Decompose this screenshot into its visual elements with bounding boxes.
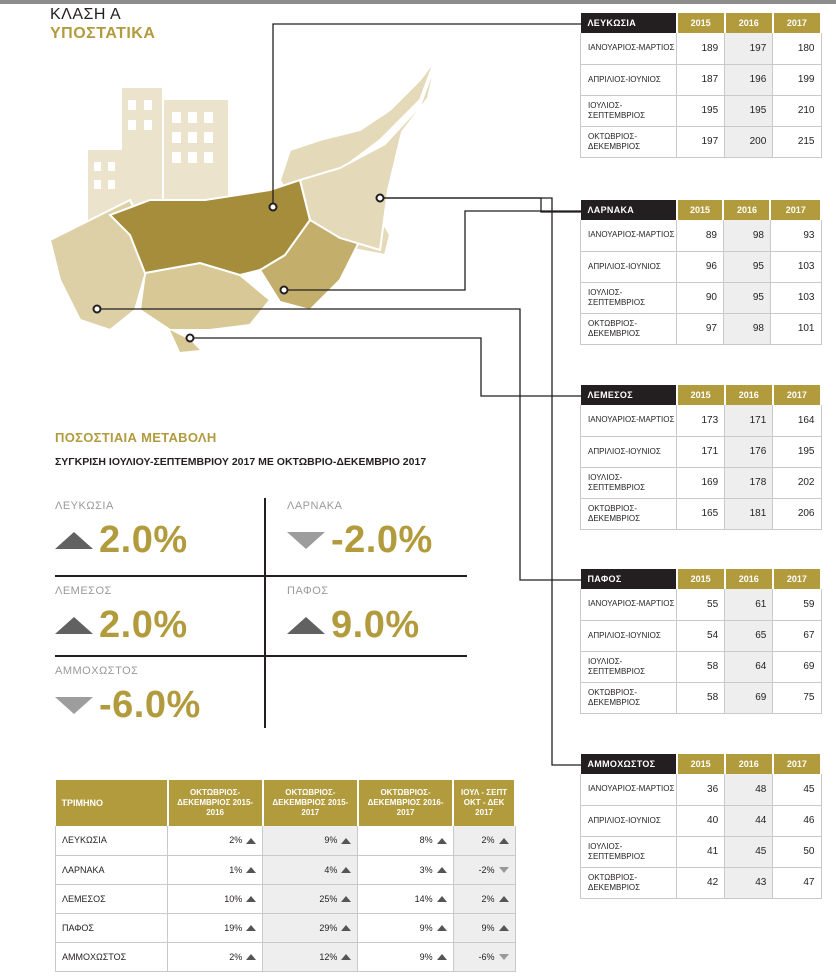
value-cell: 96 — [677, 251, 724, 282]
period-label: ΟΚΤΩΒΡΙΟΣ-ΔΕΚΕΜΒΡΙΟΣ — [581, 126, 677, 157]
value-cell: 45 — [773, 774, 821, 805]
value-cell: 42 — [677, 867, 725, 898]
triangle-down-icon — [287, 532, 325, 549]
value-cell: 176 — [725, 436, 773, 467]
table-paphos — [580, 569, 822, 714]
period-label: ΙΟΥΛΙΟΣ-ΣΕΠΤΕΜΒΡΙΟΣ — [581, 836, 677, 867]
summary-value: 2% — [229, 951, 243, 962]
change-limassol — [55, 585, 255, 645]
triangle-up-icon — [341, 954, 351, 960]
table-row — [581, 867, 822, 898]
value-cell: 178 — [725, 467, 773, 498]
value-cell: 90 — [677, 282, 724, 313]
table-row — [581, 313, 822, 344]
table-row — [581, 251, 822, 282]
change-value: 2.0% — [99, 604, 188, 646]
value-cell: 93 — [770, 220, 821, 251]
table-row — [581, 467, 822, 498]
page-subtitle: ΥΠΟΣΤΑΤΙΚΑ — [50, 25, 156, 42]
value-cell: 47 — [773, 867, 821, 898]
table-row — [581, 282, 822, 313]
period-label: ΑΠΡΙΛΙΟΣ-ΙΟΥΝΙΟΣ — [581, 436, 677, 467]
marker-famagusta — [377, 195, 384, 202]
summary-table — [55, 780, 516, 972]
table-row — [581, 126, 822, 157]
table-row — [581, 95, 822, 126]
summary-value: 4% — [324, 864, 338, 875]
period-label: ΑΠΡΙΛΙΟΣ-ΙΟΥΝΙΟΣ — [581, 251, 677, 282]
change-nicosia — [55, 500, 255, 560]
table-row — [56, 855, 516, 884]
period-label: ΙΑΝΟΥΑΡΙΟΣ-ΜΑΡΤΙΟΣ — [581, 589, 677, 620]
triangle-up-icon — [55, 617, 93, 634]
value-cell: 199 — [773, 64, 821, 95]
summary-row-label: ΛΕΜΕΣΟΣ — [56, 884, 168, 913]
summary-value: 3% — [419, 864, 433, 875]
triangle-up-icon — [341, 867, 351, 873]
value-cell: 98 — [723, 220, 770, 251]
period-label: ΟΚΤΩΒΡΙΟΣ-ΔΕΚΕΜΒΡΙΟΣ — [581, 313, 677, 344]
value-cell: 48 — [725, 774, 773, 805]
triangle-up-icon — [499, 896, 509, 902]
triangle-up-icon — [246, 838, 256, 844]
year-header: 2017 — [773, 13, 821, 33]
value-cell: 195 — [725, 95, 773, 126]
year-header: 2015 — [677, 13, 725, 33]
period-label: ΙΑΝΟΥΑΡΙΟΣ-ΜΑΡΤΙΟΣ — [581, 774, 677, 805]
triangle-down-icon — [499, 954, 509, 960]
value-cell: 55 — [677, 589, 725, 620]
triangle-down-icon — [499, 867, 509, 873]
value-cell: 65 — [725, 620, 773, 651]
triangle-up-icon — [246, 896, 256, 902]
table-row — [581, 651, 822, 682]
value-cell: 197 — [725, 33, 773, 64]
value-cell: 173 — [677, 405, 725, 436]
triangle-up-icon — [341, 838, 351, 844]
change-paphos — [287, 585, 487, 645]
summary-row-label: ΠΑΦΟΣ — [56, 913, 168, 942]
value-cell: 67 — [773, 620, 821, 651]
triangle-up-icon — [437, 838, 447, 844]
table-row — [56, 826, 516, 855]
summary-row-label: ΑΜΜΟΧΩΣΤΟΣ — [56, 942, 168, 971]
value-cell: 181 — [725, 498, 773, 529]
period-label: ΙΑΝΟΥΑΡΙΟΣ-ΜΑΡΤΙΟΣ — [581, 220, 677, 251]
value-cell: 95 — [723, 251, 770, 282]
year-header: 2015 — [677, 569, 725, 589]
period-label: ΑΠΡΙΛΙΟΣ-ΙΟΥΝΙΟΣ — [581, 64, 677, 95]
table-row — [581, 805, 822, 836]
period-label: ΙΟΥΛΙΟΣ-ΣΕΠΤΕΜΒΡΙΟΣ — [581, 651, 677, 682]
value-cell: 44 — [725, 805, 773, 836]
value-cell: 45 — [725, 836, 773, 867]
table-row — [581, 682, 822, 713]
summary-row-label: ΛΑΡΝΑΚΑ — [56, 855, 168, 884]
table-row — [56, 913, 516, 942]
percent-change-subtitle: ΣΥΓΚΡΙΣΗ ΙΟΥΛΙΟΥ-ΣΕΠΤΕΜΒΡΙΟΥ 2017 ΜΕ ΟΚΤΩΒΡΙΟ-ΔΕΚΕΜΒΡΙΟ 2017 — [55, 456, 427, 468]
marker-paphos — [94, 306, 101, 313]
value-cell: 101 — [770, 313, 821, 344]
value-cell: 200 — [725, 126, 773, 157]
triangle-up-icon — [341, 925, 351, 931]
table-row — [581, 589, 822, 620]
value-cell: 58 — [677, 651, 725, 682]
period-label: ΟΚΤΩΒΡΙΟΣ-ΔΕΚΕΜΒΡΙΟΣ — [581, 867, 677, 898]
value-cell: 59 — [773, 589, 821, 620]
value-cell: 36 — [677, 774, 725, 805]
value-cell: 69 — [773, 651, 821, 682]
table-city: ΑΜΜΟΧΩΣΤΟΣ — [581, 754, 677, 774]
table-row — [581, 64, 822, 95]
value-cell: 196 — [725, 64, 773, 95]
year-header: 2016 — [725, 754, 773, 774]
period-label: ΙΟΥΛΙΟΣ-ΣΕΠΤΕΜΒΡΙΟΣ — [581, 467, 677, 498]
marker-nicosia — [270, 204, 277, 211]
value-cell: 95 — [723, 282, 770, 313]
change-region-name: ΛΑΡΝΑΚΑ — [287, 500, 343, 512]
period-label: ΑΠΡΙΛΙΟΣ-ΙΟΥΝΙΟΣ — [581, 805, 677, 836]
summary-header: ΟΚΤΩΒΡΙΟΣ-ΔΕΚΕΜΒΡΙΟΣ 2015-2016 — [168, 780, 263, 826]
value-cell: 210 — [773, 95, 821, 126]
year-header: 2015 — [677, 200, 724, 220]
change-value: 9.0% — [331, 604, 420, 646]
year-header: 2017 — [773, 569, 821, 589]
summary-value: -6% — [478, 951, 495, 962]
summary-row-label: ΛΕΥΚΩΣΙΑ — [56, 826, 168, 855]
value-cell: 103 — [770, 282, 821, 313]
year-header: 2016 — [723, 200, 770, 220]
value-cell: 98 — [723, 313, 770, 344]
period-label: ΑΠΡΙΛΙΟΣ-ΙΟΥΝΙΟΣ — [581, 620, 677, 651]
summary-value: 2% — [481, 893, 495, 904]
period-label: ΟΚΤΩΒΡΙΟΣ-ΔΕΚΕΜΒΡΙΟΣ — [581, 682, 677, 713]
period-label: ΙΟΥΛΙΟΣ-ΣΕΠΤΕΜΒΡΙΟΣ — [581, 95, 677, 126]
summary-value: 19% — [224, 922, 243, 933]
triangle-up-icon — [55, 532, 93, 549]
summary-value: 25% — [319, 893, 338, 904]
table-city: ΛΑΡΝΑΚΑ — [581, 200, 677, 220]
period-label: ΙΟΥΛΙΟΣ-ΣΕΠΤΕΜΒΡΙΟΣ — [581, 282, 677, 313]
table-row — [581, 774, 822, 805]
value-cell: 89 — [677, 220, 724, 251]
change-famagusta — [55, 665, 255, 725]
triangle-up-icon — [499, 838, 509, 844]
value-cell: 195 — [773, 436, 821, 467]
period-label: ΙΑΝΟΥΑΡΙΟΣ-ΜΑΡΤΙΟΣ — [581, 405, 677, 436]
summary-value: 1% — [229, 864, 243, 875]
triangle-down-icon — [55, 697, 93, 714]
year-header: 2016 — [725, 13, 773, 33]
value-cell: 202 — [773, 467, 821, 498]
year-header: 2016 — [725, 385, 773, 405]
summary-value: 10% — [224, 893, 243, 904]
triangle-up-icon — [437, 954, 447, 960]
value-cell: 54 — [677, 620, 725, 651]
value-cell: 215 — [773, 126, 821, 157]
table-famagusta — [580, 754, 822, 899]
marker-limassol — [187, 335, 194, 342]
table-row — [581, 836, 822, 867]
value-cell: 50 — [773, 836, 821, 867]
summary-value: 9% — [419, 922, 433, 933]
table-larnaca — [580, 200, 822, 345]
table-row — [581, 436, 822, 467]
summary-value: 9% — [324, 835, 338, 846]
table-row — [581, 620, 822, 651]
value-cell: 103 — [770, 251, 821, 282]
summary-value: 2% — [229, 835, 243, 846]
grid-divider — [55, 575, 467, 577]
year-header: 2015 — [677, 754, 725, 774]
grid-divider — [55, 655, 467, 657]
table-city: ΠΑΦΟΣ — [581, 569, 677, 589]
change-value: 2.0% — [99, 519, 188, 561]
value-cell: 165 — [677, 498, 725, 529]
period-label: ΟΚΤΩΒΡΙΟΣ-ΔΕΚΕΜΒΡΙΟΣ — [581, 498, 677, 529]
summary-header: ΟΚΤΩΒΡΙΟΣ-ΔΕΚΕΜΒΡΙΟΣ 2016-2017 — [358, 780, 453, 826]
summary-value: 9% — [481, 922, 495, 933]
value-cell: 189 — [677, 33, 725, 64]
summary-value: 8% — [419, 835, 433, 846]
percent-change-title: ΠΟΣΟΣΤΙΑΙΑ ΜΕΤΑΒΟΛΗ — [55, 430, 217, 445]
page-title: ΚΛΑΣΗ Α — [50, 6, 122, 23]
summary-value: 9% — [419, 951, 433, 962]
table-row — [56, 942, 516, 971]
period-label: ΙΑΝΟΥΑΡΙΟΣ-ΜΑΡΤΙΟΣ — [581, 33, 677, 64]
summary-value: 12% — [319, 951, 338, 962]
value-cell: 180 — [773, 33, 821, 64]
summary-header: ΤΡΙΜΗΝΟ — [56, 780, 168, 826]
triangle-up-icon — [246, 867, 256, 873]
value-cell: 43 — [725, 867, 773, 898]
year-header: 2017 — [773, 754, 821, 774]
value-cell: 61 — [725, 589, 773, 620]
summary-value: 29% — [319, 922, 338, 933]
change-larnaca — [287, 500, 487, 560]
year-header: 2015 — [677, 385, 725, 405]
triangle-up-icon — [287, 617, 325, 634]
summary-value: 2% — [481, 835, 495, 846]
value-cell: 164 — [773, 405, 821, 436]
table-city: ΛΕΥΚΩΣΙΑ — [581, 13, 677, 33]
value-cell: 187 — [677, 64, 725, 95]
value-cell: 41 — [677, 836, 725, 867]
value-cell: 206 — [773, 498, 821, 529]
triangle-up-icon — [246, 954, 256, 960]
change-region-name: ΛΕΜΕΣΟΣ — [55, 585, 112, 597]
value-cell: 69 — [725, 682, 773, 713]
value-cell: 169 — [677, 467, 725, 498]
year-header: 2016 — [725, 569, 773, 589]
triangle-up-icon — [437, 896, 447, 902]
value-cell: 171 — [725, 405, 773, 436]
triangle-up-icon — [341, 896, 351, 902]
change-value: -6.0% — [99, 684, 201, 726]
triangle-up-icon — [499, 925, 509, 931]
summary-header: ΙΟΥΛ - ΣΕΠΤ ΟΚΤ - ΔΕΚ 2017 — [453, 780, 515, 826]
table-row — [56, 884, 516, 913]
value-cell: 97 — [677, 313, 724, 344]
value-cell: 197 — [677, 126, 725, 157]
value-cell: 171 — [677, 436, 725, 467]
marker-larnaca — [281, 287, 288, 294]
table-row — [581, 405, 822, 436]
value-cell: 46 — [773, 805, 821, 836]
value-cell: 64 — [725, 651, 773, 682]
value-cell: 195 — [677, 95, 725, 126]
table-row — [581, 220, 822, 251]
change-region-name: ΑΜΜΟΧΩΣΤΟΣ — [55, 665, 139, 677]
grid-divider — [264, 498, 266, 728]
change-region-name: ΛΕΥΚΩΣΙΑ — [55, 500, 114, 512]
summary-header: ΟΚΤΩΒΡΙΟΣ-ΔΕΚΕΜΒΡΙΟΣ 2015-2017 — [263, 780, 358, 826]
table-row — [581, 33, 822, 64]
year-header: 2017 — [773, 385, 821, 405]
value-cell: 75 — [773, 682, 821, 713]
value-cell: 58 — [677, 682, 725, 713]
table-row — [581, 498, 822, 529]
table-limassol — [580, 385, 822, 530]
summary-value: 14% — [414, 893, 433, 904]
year-header: 2017 — [770, 200, 821, 220]
table-city: ΛΕΜΕΣΟΣ — [581, 385, 677, 405]
value-cell: 40 — [677, 805, 725, 836]
table-nicosia — [580, 13, 822, 158]
triangle-up-icon — [246, 925, 256, 931]
change-value: -2.0% — [331, 519, 433, 561]
change-region-name: ΠΑΦΟΣ — [287, 585, 329, 597]
summary-value: -2% — [478, 864, 495, 875]
triangle-up-icon — [437, 867, 447, 873]
triangle-up-icon — [437, 925, 447, 931]
